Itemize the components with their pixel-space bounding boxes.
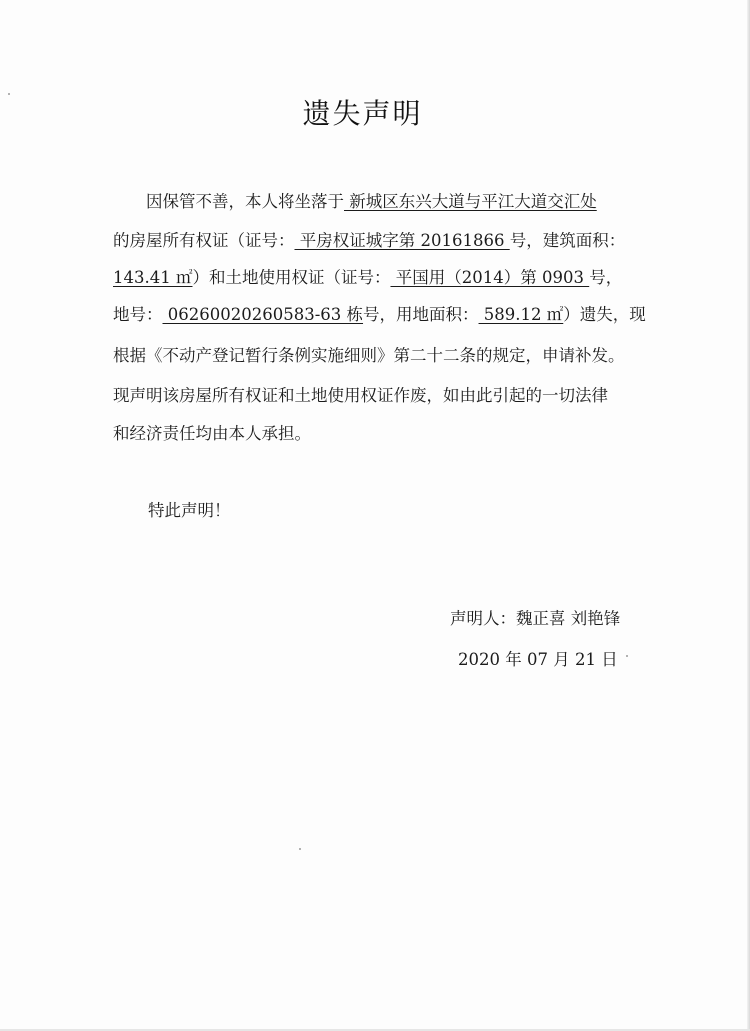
body-text: 号， bbox=[589, 268, 623, 287]
body-line-6: 现声明该房屋所有权证和土地使用权证作废，如由此引起的一切法律 bbox=[113, 386, 608, 405]
land-parcel-number: 06260020260583-63 栋 bbox=[162, 305, 364, 324]
statement-date: 2020 年 07 月 21 日 bbox=[458, 650, 618, 669]
body-line-2 bbox=[113, 227, 625, 251]
closing-statement: 特此声明！ bbox=[148, 501, 231, 520]
document-title: 遗失声明 bbox=[302, 97, 423, 130]
house-certificate-number: 平房权证城字第 20161866 bbox=[294, 231, 510, 250]
signature-names: 魏正喜 刘艳锋 bbox=[516, 609, 621, 628]
body-line-4 bbox=[113, 301, 646, 325]
scan-speck bbox=[299, 848, 301, 850]
land-area: 589.12 ㎡ bbox=[478, 305, 564, 324]
body-text: 号，建筑面积： bbox=[509, 231, 626, 250]
body-line-7: 和经济责任均由本人承担。 bbox=[113, 424, 311, 443]
body-text: ）遗失，现 bbox=[563, 305, 646, 324]
body-text: 因保管不善，本人将坐落于 bbox=[146, 192, 344, 211]
body-line-3 bbox=[113, 264, 622, 288]
scan-speck bbox=[8, 93, 10, 95]
body-text: 号，用地面积： bbox=[363, 305, 479, 324]
signature-label: 声明人： bbox=[450, 609, 516, 628]
land-certificate-number: 平国用（2014）第 0903 bbox=[390, 268, 590, 287]
body-line-5: 根据《不动产登记暂行条例实施细则》第二十二条的规定，申请补发。 bbox=[113, 346, 625, 365]
scan-speck bbox=[626, 655, 628, 657]
body-text: 的房屋所有权证（证号： bbox=[113, 231, 295, 250]
building-area: 143.41 ㎡ bbox=[113, 268, 193, 287]
body-line-1 bbox=[146, 188, 597, 212]
property-location: 新城区东兴大道与平江大道交汇处 bbox=[344, 192, 597, 211]
body-text: 地号： bbox=[113, 305, 163, 324]
signature-line bbox=[450, 605, 620, 629]
body-text: ）和土地使用权证（证号： bbox=[192, 268, 391, 287]
